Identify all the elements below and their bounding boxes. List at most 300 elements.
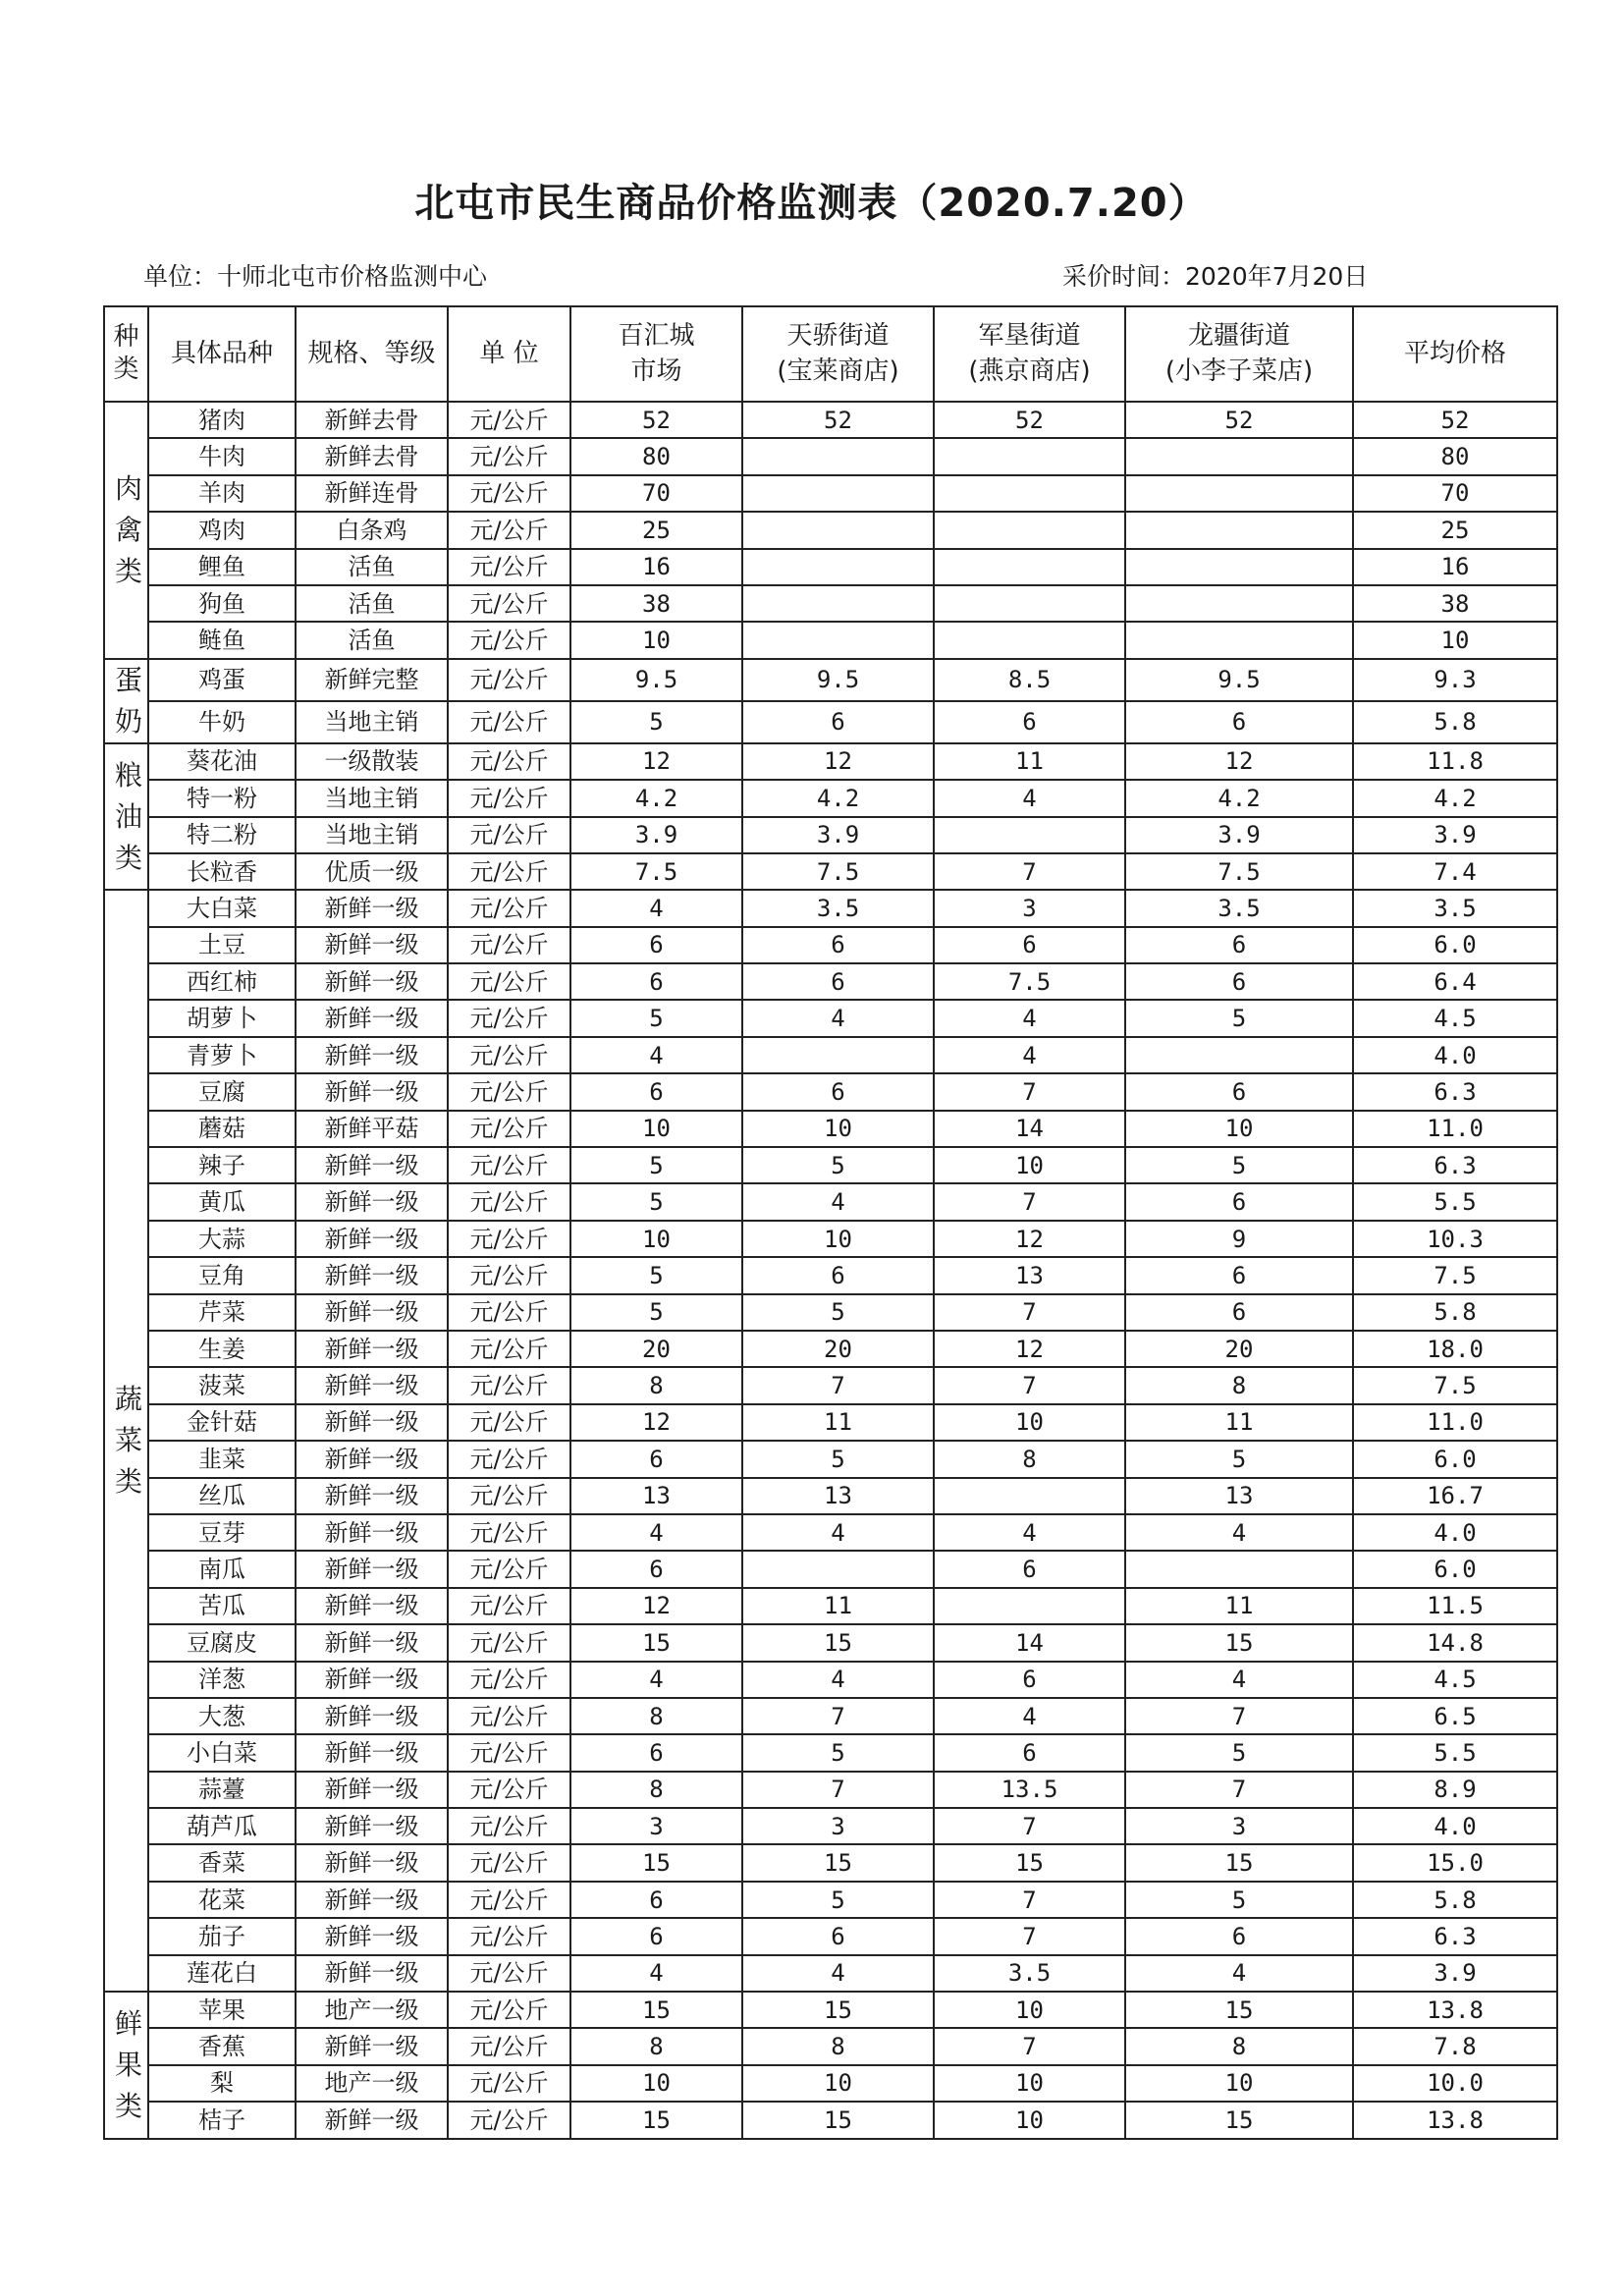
price-tianjiao-cell: 6 <box>742 701 934 743</box>
price-tianjiao-cell: 5 <box>742 1147 934 1183</box>
spec-cell: 新鲜完整 <box>296 659 448 701</box>
price-baihuicheng-cell: 80 <box>570 438 742 474</box>
spec-cell: 新鲜一级 <box>296 1000 448 1036</box>
price-junken-cell: 7 <box>934 1073 1125 1110</box>
price-average-cell: 6.4 <box>1353 963 1557 1000</box>
price-baihuicheng-cell: 8 <box>570 1772 742 1808</box>
item-name-cell: 豆腐皮 <box>148 1624 296 1661</box>
price-baihuicheng-cell: 10 <box>570 2065 742 2102</box>
category-cell: 蔬菜类 <box>104 890 148 1992</box>
price-junken-cell: 6 <box>934 1551 1125 1587</box>
price-tianjiao-cell: 15 <box>742 1624 934 1661</box>
item-name-cell: 猪肉 <box>148 402 296 438</box>
price-junken-cell: 8 <box>934 1441 1125 1477</box>
price-junken-cell <box>934 1478 1125 1514</box>
spec-cell: 新鲜一级 <box>296 1955 448 1992</box>
price-baihuicheng-cell: 6 <box>570 927 742 963</box>
price-average-cell: 5.8 <box>1353 701 1557 743</box>
table-row <box>104 1844 1557 1881</box>
price-baihuicheng-cell: 52 <box>570 402 742 438</box>
table-row <box>104 1698 1557 1734</box>
price-junken-cell <box>934 622 1125 658</box>
price-tianjiao-cell <box>742 1551 934 1587</box>
price-longjiang-cell: 15 <box>1125 2102 1353 2138</box>
price-tianjiao-cell: 7 <box>742 1772 934 1808</box>
unit-cell: 元/公斤 <box>448 1404 570 1441</box>
price-tianjiao-cell: 7 <box>742 1367 934 1403</box>
item-name-cell: 豆腐 <box>148 1073 296 1110</box>
table-row <box>104 475 1557 512</box>
table-row <box>104 1734 1557 1771</box>
header-store-junken: 军垦街道 (燕京商店) <box>934 306 1125 402</box>
price-monitoring-table <box>103 305 1558 2140</box>
price-baihuicheng-cell: 5 <box>570 701 742 743</box>
unit-cell: 元/公斤 <box>448 1257 570 1293</box>
price-tianjiao-cell <box>742 1037 934 1073</box>
unit-cell: 元/公斤 <box>448 817 570 853</box>
price-average-cell: 5.5 <box>1353 1734 1557 1771</box>
price-junken-cell: 10 <box>934 1992 1125 2028</box>
price-baihuicheng-cell: 12 <box>570 743 742 780</box>
unit-cell: 元/公斤 <box>448 1147 570 1183</box>
unit-cell: 元/公斤 <box>448 1662 570 1698</box>
spec-cell: 新鲜一级 <box>296 1808 448 1844</box>
spec-cell: 新鲜一级 <box>296 1698 448 1734</box>
price-longjiang-cell: 5 <box>1125 1882 1353 1918</box>
price-baihuicheng-cell: 4.2 <box>570 780 742 816</box>
item-name-cell: 鲢鱼 <box>148 622 296 658</box>
price-average-cell: 5.8 <box>1353 1294 1557 1331</box>
unit-cell: 元/公斤 <box>448 1221 570 1257</box>
price-longjiang-cell: 6 <box>1125 1257 1353 1293</box>
price-average-cell: 13.8 <box>1353 2102 1557 2138</box>
price-longjiang-cell: 15 <box>1125 1624 1353 1661</box>
spec-cell: 地产一级 <box>296 1992 448 2028</box>
price-average-cell: 4.5 <box>1353 1662 1557 1698</box>
item-name-cell: 香菜 <box>148 1844 296 1881</box>
spec-cell: 新鲜一级 <box>296 1772 448 1808</box>
price-baihuicheng-cell: 3.9 <box>570 817 742 853</box>
table-row <box>104 1514 1557 1551</box>
price-tianjiao-cell: 4 <box>742 1514 934 1551</box>
spec-cell: 白条鸡 <box>296 512 448 548</box>
price-junken-cell: 14 <box>934 1111 1125 1147</box>
table-row <box>104 1918 1557 1954</box>
price-longjiang-cell: 9.5 <box>1125 659 1353 701</box>
price-baihuicheng-cell: 6 <box>570 1882 742 1918</box>
item-name-cell: 长粒香 <box>148 853 296 890</box>
price-baihuicheng-cell: 5 <box>570 1294 742 1331</box>
price-tianjiao-cell: 15 <box>742 1844 934 1881</box>
item-name-cell: 菠菜 <box>148 1367 296 1403</box>
price-baihuicheng-cell: 70 <box>570 475 742 512</box>
item-name-cell: 豆芽 <box>148 1514 296 1551</box>
item-name-cell: 香蕉 <box>148 2028 296 2064</box>
price-baihuicheng-cell: 9.5 <box>570 659 742 701</box>
item-name-cell: 小白菜 <box>148 1734 296 1771</box>
item-name-cell: 青萝卜 <box>148 1037 296 1073</box>
item-name-cell: 特二粉 <box>148 817 296 853</box>
price-average-cell: 6.0 <box>1353 927 1557 963</box>
spec-cell: 新鲜一级 <box>296 1294 448 1331</box>
price-longjiang-cell: 5 <box>1125 1441 1353 1477</box>
price-baihuicheng-cell: 25 <box>570 512 742 548</box>
price-baihuicheng-cell: 13 <box>570 1478 742 1514</box>
price-junken-cell <box>934 817 1125 853</box>
price-tianjiao-cell <box>742 585 934 622</box>
price-tianjiao-cell: 6 <box>742 963 934 1000</box>
price-average-cell: 11.8 <box>1353 743 1557 780</box>
spec-cell: 新鲜一级 <box>296 1734 448 1771</box>
item-name-cell: 芹菜 <box>148 1294 296 1331</box>
price-longjiang-cell <box>1125 1037 1353 1073</box>
spec-cell: 活鱼 <box>296 549 448 585</box>
price-tianjiao-cell: 12 <box>742 743 934 780</box>
price-average-cell: 3.9 <box>1353 817 1557 853</box>
price-tianjiao-cell: 11 <box>742 1404 934 1441</box>
price-tianjiao-cell: 52 <box>742 402 934 438</box>
unit-cell: 元/公斤 <box>448 1772 570 1808</box>
price-tianjiao-cell <box>742 622 934 658</box>
table-row <box>104 1000 1557 1036</box>
spec-cell: 新鲜一级 <box>296 1662 448 1698</box>
price-junken-cell: 12 <box>934 1331 1125 1367</box>
unit-cell: 元/公斤 <box>448 1000 570 1036</box>
table-row <box>104 1772 1557 1808</box>
unit-cell: 元/公斤 <box>448 853 570 890</box>
price-longjiang-cell: 4 <box>1125 1514 1353 1551</box>
price-baihuicheng-cell: 8 <box>570 1698 742 1734</box>
price-average-cell: 6.0 <box>1353 1441 1557 1477</box>
price-tianjiao-cell: 4 <box>742 1183 934 1220</box>
spec-cell: 新鲜一级 <box>296 2102 448 2138</box>
item-name-cell: 鲤鱼 <box>148 549 296 585</box>
header-unit: 单 位 <box>448 306 570 402</box>
price-average-cell: 7.5 <box>1353 1367 1557 1403</box>
table-row <box>104 549 1557 585</box>
unit-cell: 元/公斤 <box>448 1294 570 1331</box>
unit-cell: 元/公斤 <box>448 1514 570 1551</box>
unit-cell: 元/公斤 <box>448 622 570 658</box>
price-tianjiao-cell: 4 <box>742 1662 934 1698</box>
price-junken-cell: 12 <box>934 1221 1125 1257</box>
table-row <box>104 927 1557 963</box>
price-tianjiao-cell: 6 <box>742 927 934 963</box>
price-tianjiao-cell: 9.5 <box>742 659 934 701</box>
category-cell: 粮油类 <box>104 743 148 891</box>
price-longjiang-cell <box>1125 475 1353 512</box>
table-row <box>104 2028 1557 2064</box>
price-baihuicheng-cell: 5 <box>570 1183 742 1220</box>
table-row <box>104 1992 1557 2028</box>
unit-cell: 元/公斤 <box>448 549 570 585</box>
item-name-cell: 桔子 <box>148 2102 296 2138</box>
spec-cell: 当地主销 <box>296 817 448 853</box>
price-longjiang-cell: 7.5 <box>1125 853 1353 890</box>
item-name-cell: 羊肉 <box>148 475 296 512</box>
price-tianjiao-cell: 4 <box>742 1955 934 1992</box>
price-average-cell: 7.5 <box>1353 1257 1557 1293</box>
price-tianjiao-cell: 3.5 <box>742 890 934 926</box>
price-longjiang-cell: 11 <box>1125 1404 1353 1441</box>
item-name-cell: 茄子 <box>148 1918 296 1954</box>
item-name-cell: 豆角 <box>148 1257 296 1293</box>
unit-cell: 元/公斤 <box>448 1367 570 1403</box>
item-name-cell: 南瓜 <box>148 1551 296 1587</box>
price-baihuicheng-cell: 4 <box>570 890 742 926</box>
table-row <box>104 1257 1557 1293</box>
price-longjiang-cell <box>1125 622 1353 658</box>
price-tianjiao-cell: 10 <box>742 1221 934 1257</box>
price-junken-cell: 7 <box>934 853 1125 890</box>
table-row <box>104 402 1557 438</box>
unit-cell: 元/公斤 <box>448 585 570 622</box>
unit-cell: 元/公斤 <box>448 1918 570 1954</box>
table-row <box>104 659 1557 701</box>
price-average-cell: 9.3 <box>1353 659 1557 701</box>
spec-cell: 新鲜连骨 <box>296 475 448 512</box>
price-longjiang-cell: 6 <box>1125 1294 1353 1331</box>
price-average-cell: 6.3 <box>1353 1073 1557 1110</box>
spec-cell: 新鲜一级 <box>296 1331 448 1367</box>
price-junken-cell <box>934 585 1125 622</box>
item-name-cell: 狗鱼 <box>148 585 296 622</box>
price-tianjiao-cell: 5 <box>742 1294 934 1331</box>
table-row <box>104 1955 1557 1992</box>
table-row <box>104 963 1557 1000</box>
item-name-cell: 蘑菇 <box>148 1111 296 1147</box>
price-tianjiao-cell: 15 <box>742 1992 934 2028</box>
price-tianjiao-cell <box>742 512 934 548</box>
unit-cell: 元/公斤 <box>448 1992 570 2028</box>
price-average-cell: 10.3 <box>1353 1221 1557 1257</box>
price-average-cell: 8.9 <box>1353 1772 1557 1808</box>
unit-cell: 元/公斤 <box>448 2028 570 2064</box>
price-baihuicheng-cell: 7.5 <box>570 853 742 890</box>
spec-cell: 新鲜一级 <box>296 1478 448 1514</box>
spec-cell: 新鲜平菇 <box>296 1111 448 1147</box>
price-longjiang-cell: 6 <box>1125 701 1353 743</box>
price-longjiang-cell <box>1125 438 1353 474</box>
price-baihuicheng-cell: 6 <box>570 1073 742 1110</box>
price-average-cell: 11.0 <box>1353 1404 1557 1441</box>
spec-cell: 新鲜一级 <box>296 1257 448 1293</box>
unit-cell: 元/公斤 <box>448 890 570 926</box>
item-name-cell: 莲花白 <box>148 1955 296 1992</box>
price-tianjiao-cell: 7.5 <box>742 853 934 890</box>
header-store-tianjiao: 天骄街道 (宝莱商店) <box>742 306 934 402</box>
price-junken-cell: 10 <box>934 2102 1125 2138</box>
price-junken-cell <box>934 438 1125 474</box>
spec-cell: 新鲜一级 <box>296 1404 448 1441</box>
price-longjiang-cell: 20 <box>1125 1331 1353 1367</box>
header-category: 种类 <box>104 306 148 402</box>
unit-cell: 元/公斤 <box>448 475 570 512</box>
spec-cell: 新鲜一级 <box>296 1882 448 1918</box>
price-longjiang-cell <box>1125 585 1353 622</box>
item-name-cell: 牛肉 <box>148 438 296 474</box>
price-longjiang-cell: 6 <box>1125 927 1353 963</box>
price-average-cell: 11.5 <box>1353 1588 1557 1624</box>
table-row <box>104 1404 1557 1441</box>
price-junken-cell: 4 <box>934 1698 1125 1734</box>
spec-cell: 新鲜去骨 <box>296 402 448 438</box>
price-average-cell: 7.8 <box>1353 2028 1557 2064</box>
unit-cell: 元/公斤 <box>448 743 570 780</box>
unit-cell: 元/公斤 <box>448 438 570 474</box>
spec-cell: 新鲜一级 <box>296 1147 448 1183</box>
spec-cell: 新鲜一级 <box>296 1844 448 1881</box>
price-average-cell: 5.8 <box>1353 1882 1557 1918</box>
price-junken-cell: 6 <box>934 1662 1125 1698</box>
price-tianjiao-cell: 6 <box>742 1073 934 1110</box>
price-average-cell: 6.0 <box>1353 1551 1557 1587</box>
price-longjiang-cell: 4 <box>1125 1662 1353 1698</box>
item-name-cell: 辣子 <box>148 1147 296 1183</box>
price-average-cell: 6.3 <box>1353 1918 1557 1954</box>
spec-cell: 当地主销 <box>296 780 448 816</box>
unit-cell: 元/公斤 <box>448 963 570 1000</box>
price-average-cell: 15.0 <box>1353 1844 1557 1881</box>
price-average-cell: 14.8 <box>1353 1624 1557 1661</box>
price-average-cell: 13.8 <box>1353 1992 1557 2028</box>
price-junken-cell: 6 <box>934 1734 1125 1771</box>
price-junken-cell: 3.5 <box>934 1955 1125 1992</box>
price-longjiang-cell: 6 <box>1125 1073 1353 1110</box>
table-row <box>104 1808 1557 1844</box>
price-baihuicheng-cell: 4 <box>570 1514 742 1551</box>
price-junken-cell: 15 <box>934 1844 1125 1881</box>
price-junken-cell: 6 <box>934 701 1125 743</box>
table-row <box>104 2102 1557 2138</box>
table-row <box>104 1551 1557 1587</box>
price-baihuicheng-cell: 15 <box>570 1992 742 2028</box>
header-spec: 规格、等级 <box>296 306 448 402</box>
item-name-cell: 大葱 <box>148 1698 296 1734</box>
price-longjiang-cell: 9 <box>1125 1221 1353 1257</box>
price-longjiang-cell: 3.5 <box>1125 890 1353 926</box>
unit-cell: 元/公斤 <box>448 1441 570 1477</box>
header-store-baihuicheng: 百汇城 市场 <box>570 306 742 402</box>
spec-cell: 新鲜一级 <box>296 890 448 926</box>
price-baihuicheng-cell: 20 <box>570 1331 742 1367</box>
table-row <box>104 1367 1557 1403</box>
table-row <box>104 1147 1557 1183</box>
price-average-cell: 16 <box>1353 549 1557 585</box>
price-tianjiao-cell: 8 <box>742 2028 934 2064</box>
price-baihuicheng-cell: 4 <box>570 1662 742 1698</box>
item-name-cell: 苹果 <box>148 1992 296 2028</box>
price-average-cell: 4.0 <box>1353 1808 1557 1844</box>
price-longjiang-cell: 10 <box>1125 2065 1353 2102</box>
price-baihuicheng-cell: 4 <box>570 1955 742 1992</box>
price-baihuicheng-cell: 5 <box>570 1147 742 1183</box>
price-junken-cell: 14 <box>934 1624 1125 1661</box>
table-row <box>104 1111 1557 1147</box>
price-baihuicheng-cell: 5 <box>570 1257 742 1293</box>
price-longjiang-cell: 10 <box>1125 1111 1353 1147</box>
price-longjiang-cell: 6 <box>1125 1918 1353 1954</box>
price-junken-cell: 10 <box>934 2065 1125 2102</box>
unit-cell: 元/公斤 <box>448 1955 570 1992</box>
price-average-cell: 10 <box>1353 622 1557 658</box>
price-longjiang-cell: 4.2 <box>1125 780 1353 816</box>
item-name-cell: 鸡蛋 <box>148 659 296 701</box>
spec-cell: 新鲜一级 <box>296 1588 448 1624</box>
unit-cell: 元/公斤 <box>448 1882 570 1918</box>
unit-cell: 元/公斤 <box>448 927 570 963</box>
price-tianjiao-cell: 3 <box>742 1808 934 1844</box>
item-name-cell: 丝瓜 <box>148 1478 296 1514</box>
price-baihuicheng-cell: 15 <box>570 1624 742 1661</box>
spec-cell: 新鲜一级 <box>296 1221 448 1257</box>
unit-cell: 元/公斤 <box>448 1808 570 1844</box>
spec-cell: 新鲜一级 <box>296 1551 448 1587</box>
unit-cell: 元/公斤 <box>448 1478 570 1514</box>
price-longjiang-cell: 11 <box>1125 1588 1353 1624</box>
price-baihuicheng-cell: 12 <box>570 1404 742 1441</box>
item-name-cell: 土豆 <box>148 927 296 963</box>
table-row <box>104 1478 1557 1514</box>
price-longjiang-cell: 8 <box>1125 1367 1353 1403</box>
spec-cell: 新鲜一级 <box>296 1183 448 1220</box>
header-item: 具体品种 <box>148 306 296 402</box>
price-longjiang-cell: 3 <box>1125 1808 1353 1844</box>
price-longjiang-cell: 7 <box>1125 1772 1353 1808</box>
price-baihuicheng-cell: 6 <box>570 1551 742 1587</box>
price-average-cell: 70 <box>1353 475 1557 512</box>
unit-cell: 元/公斤 <box>448 1698 570 1734</box>
item-name-cell: 花菜 <box>148 1882 296 1918</box>
table-row <box>104 701 1557 743</box>
price-longjiang-cell <box>1125 1551 1353 1587</box>
price-longjiang-cell: 5 <box>1125 1000 1353 1036</box>
price-average-cell: 80 <box>1353 438 1557 474</box>
price-tianjiao-cell <box>742 438 934 474</box>
price-average-cell: 11.0 <box>1353 1111 1557 1147</box>
item-name-cell: 大白菜 <box>148 890 296 926</box>
price-junken-cell: 7 <box>934 1882 1125 1918</box>
category-cell: 肉禽类 <box>104 402 148 659</box>
price-junken-cell: 11 <box>934 743 1125 780</box>
price-junken-cell: 7 <box>934 1183 1125 1220</box>
table-row <box>104 1331 1557 1367</box>
spec-cell: 新鲜一级 <box>296 1037 448 1073</box>
price-average-cell: 6.3 <box>1353 1147 1557 1183</box>
item-name-cell: 生姜 <box>148 1331 296 1367</box>
spec-cell: 新鲜一级 <box>296 1624 448 1661</box>
price-baihuicheng-cell: 8 <box>570 2028 742 2064</box>
table-row <box>104 1221 1557 1257</box>
item-name-cell: 西红柿 <box>148 963 296 1000</box>
price-junken-cell: 8.5 <box>934 659 1125 701</box>
price-longjiang-cell: 7 <box>1125 1698 1353 1734</box>
item-name-cell: 葵花油 <box>148 743 296 780</box>
price-average-cell: 5.5 <box>1353 1183 1557 1220</box>
price-baihuicheng-cell: 3 <box>570 1808 742 1844</box>
price-average-cell: 3.9 <box>1353 1955 1557 1992</box>
unit-cell: 元/公斤 <box>448 1183 570 1220</box>
price-longjiang-cell: 4 <box>1125 1955 1353 1992</box>
spec-cell: 活鱼 <box>296 585 448 622</box>
price-longjiang-cell: 5 <box>1125 1734 1353 1771</box>
unit-cell: 元/公斤 <box>448 701 570 743</box>
price-baihuicheng-cell: 10 <box>570 622 742 658</box>
price-baihuicheng-cell: 6 <box>570 1734 742 1771</box>
table-row <box>104 743 1557 780</box>
spec-cell: 新鲜去骨 <box>296 438 448 474</box>
price-junken-cell: 13.5 <box>934 1772 1125 1808</box>
